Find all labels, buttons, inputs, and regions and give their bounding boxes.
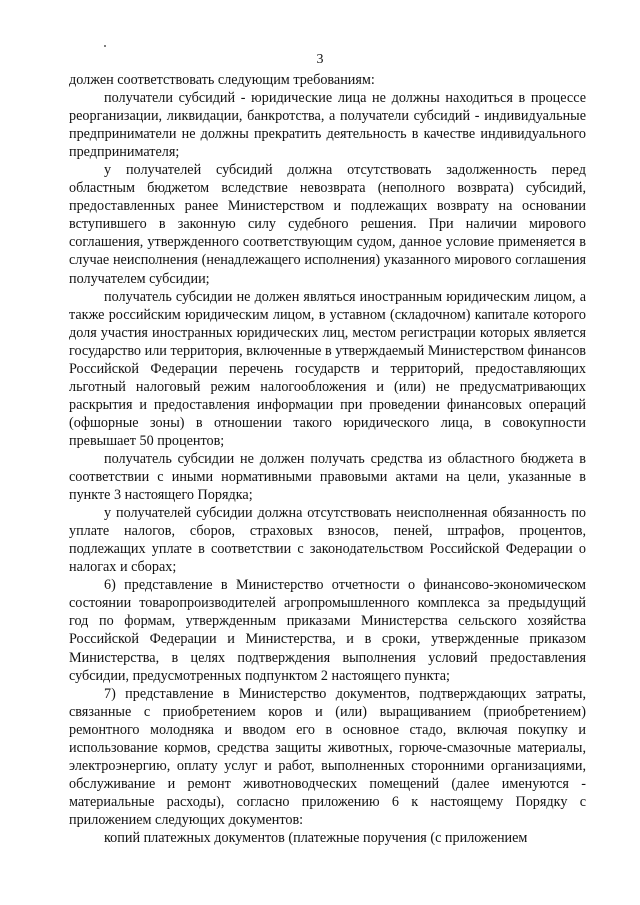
document-body: [69, 71, 586, 847]
paragraph-no-reorganization: получатели субсидий - юридические лица не должны находиться в процессе реорганизации, ликвидации, банкротства, а получатели субсидий - индивидуальные предприниматели не должны прекратить деятельность в качестве индивидуального предпринимателя;: [69, 90, 586, 161]
paragraph-requirements-intro: должен соответствовать следующим требованиям:: [69, 72, 375, 88]
paragraph-item-6-reporting: 6) представление в Министерство отчетности о финансово-экономическом состоянии товаропроизводителей агропромышленного комплекса за предыдущий год по формам, утвержденным приказами Министерства сельского хозяйства Российской Федерации и Министерства, и в сроки, утвержденные приказом Министерства, в целях подтверждения выполнения условий предоставления субсидии, предусмотренных подпунктом 2 настоящего пункта;: [69, 577, 586, 684]
paragraph-no-tax-arrears: у получателей субсидии должна отсутствовать неисполненная обязанность по уплате налогов, сборов, страховых взносов, пеней, штрафов, процентов, подлежащих уплате в соответствии с законодательством Российской Федерации о налогах и сборах;: [69, 505, 586, 576]
paragraph-no-budget-debt: у получателей субсидий должна отсутствовать задолженность перед областным бюджетом вследствие невозврата (неполного возврата) субсидий, предоставленных ранее Министерством и подлежащих возврату на основании вступившего в законную силу судебного решения. При наличии мирового соглашения, утвержденного соответствующим судом, данное условие применяется в случае неисполнения (ненадлежащего исполнения) указанного мирового соглашения получателем субсидии;: [69, 162, 586, 287]
page-number: 3: [316, 52, 324, 67]
paragraph-no-other-budget-funds: получатель субсидии не должен получать средства из областного бюджета в соответствии с иными нормативными правовыми актами на цели, указанные в пункте 3 настоящего Порядка;: [69, 450, 586, 504]
paragraph-item-7-documents: 7) представление в Министерство документов, подтверждающих затраты, связанные с приобретением коров и (или) выращиванием (приобретением) ремонтного молодняка и вводом его в основное стадо, включая покупку и использование кормов, средства защиты животных, горюче-смазочные материалы, электроэнергию, оплату услуг и работ, выполненных сторонними организациями, обслуживание и ремонт животноводческих помещений (далее именуются - материальные расходы), согласно приложению 6 к настоящему Порядку с приложением следующих документов:: [69, 685, 586, 828]
scan-speck: [104, 45, 106, 47]
paragraph-not-foreign-entity: получатель субсидии не должен являться иностранным юридическим лицом, а также российским юридическим лицом, в уставном (складочном) капитале которого доля участия иностранных юридических лиц, местом регистрации которых является государство или территория, включенные в утверждаемый Министерством финансов Российской Федерации перечень государств и территорий, предоставляющих льготный налоговый режим налогообложения и (или) не предусматривающих раскрытия и предоставления информации при проведении финансовых операций (офшорные зоны) в отношении такого юридического лица, в совокупности превышает 50 процентов;: [69, 288, 586, 449]
paragraph-payment-copies: копий платежных документов (платежные поручения (с приложением: [104, 829, 528, 846]
